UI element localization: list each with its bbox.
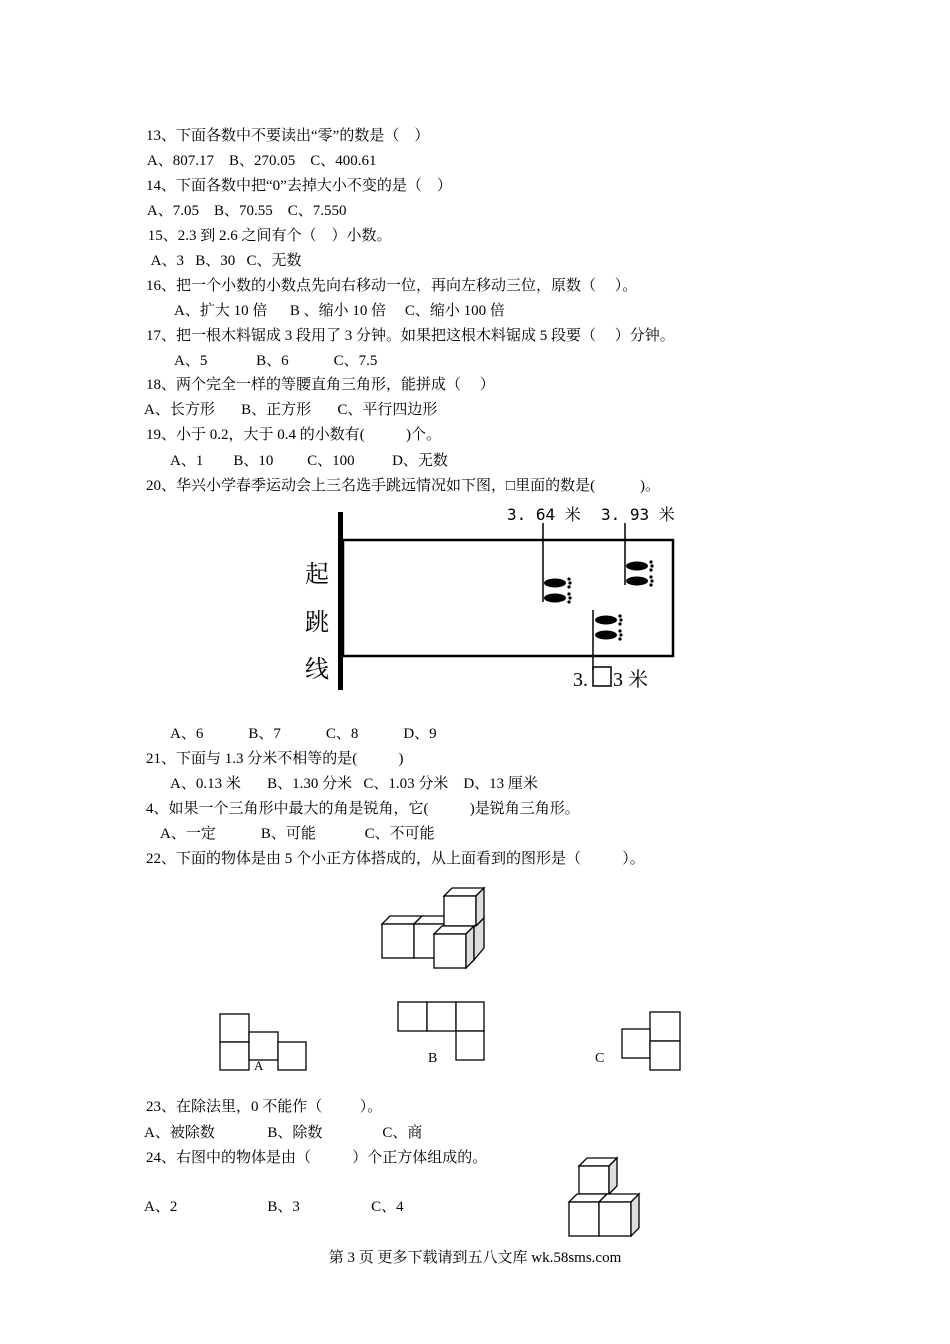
mark3-prefix: 3.	[573, 669, 588, 691]
q23-stem: 23、在除法里，0 不能作（ ）。	[146, 1099, 383, 1115]
mark3-suffix: 3 米	[613, 669, 648, 691]
q22-stem: 22、下面的物体是由 5 个小正方体搭成的，从上面看到的图形是（ ）。	[146, 851, 645, 867]
q20-options: A、6 B、7 C、8 D、9	[170, 726, 437, 742]
q13-stem: 13、下面各数中不要读出“零”的数是（ ）	[146, 128, 430, 144]
mark1-label: 3. 64 米	[507, 505, 581, 524]
q16-options: A、扩大 10 倍 B 、缩小 10 倍 C、缩小 100 倍	[174, 303, 505, 319]
start-label-3: 线	[305, 657, 329, 683]
q4-stem: 4、如果一个三角形中最大的角是锐角，它( )是锐角三角形。	[146, 801, 580, 817]
q18-options: A、长方形 B、正方形 C、平行四边形	[144, 402, 438, 418]
page-footer: 第 3 页 更多下载请到五八文库 wk.58sms.com	[328, 1250, 622, 1266]
q15-options: A、3 B、30 C、无数	[144, 253, 302, 269]
q4-options: A、一定 B、可能 C、不可能	[160, 826, 435, 842]
mark2-label: 3. 93 米	[601, 505, 675, 524]
q18-stem: 18、两个完全一样的等腰直角三角形，能拼成（ ）	[146, 377, 495, 393]
footprint-icon	[626, 560, 654, 586]
q16-stem: 16、把一个小数的小数点先向右移动一位，再向左移动三位，原数（ ）。	[146, 278, 638, 294]
q15-stem: 15、2.3 到 2.6 之间有个（ ）小数。	[144, 228, 392, 244]
option-c-label: C	[595, 1051, 605, 1066]
q17-options: A、5 B、6 C、7.5	[174, 353, 378, 369]
q19-stem: 19、小于 0.2，大于 0.4 的小数有( )个。	[146, 427, 441, 443]
q23-options: A、被除数 B、除数 C、商	[144, 1125, 423, 1141]
start-label-2: 跳	[305, 610, 329, 636]
three-cube-figure	[565, 1156, 647, 1240]
runway	[343, 540, 673, 656]
answer-box	[593, 667, 611, 686]
q24-stem: 24、右图中的物体是由（ ）个正方体组成的。	[146, 1150, 488, 1166]
long-jump-figure	[300, 500, 690, 700]
q17-stem: 17、把一根木料锯成 3 段用了 3 分钟。如果把这根木料锯成 5 段要（ ）分钟。	[146, 328, 675, 344]
q21-options: A、0.13 米 B、1.30 分米 C、1.03 分米 D、13 厘米	[170, 776, 538, 792]
footprint-icon	[544, 577, 572, 603]
option-a-label: A	[254, 1058, 264, 1073]
cube-object-figure	[378, 884, 493, 974]
q19-options: A、1 B、10 C、100 D、无数	[170, 453, 448, 469]
q14-stem: 14、下面各数中把“0”去掉大小不变的是（ ）	[146, 178, 452, 194]
option-b-label: B	[428, 1051, 438, 1066]
option-b-view	[396, 1000, 488, 1070]
option-c-view	[620, 1010, 684, 1072]
start-label-1: 起	[305, 562, 329, 588]
footprint-icon	[595, 614, 623, 640]
q24-options: A、2 B、3 C、4	[144, 1199, 404, 1215]
q13-options: A、807.17 B、270.05 C、400.61	[144, 153, 377, 169]
q21-stem: 21、下面与 1.3 分米不相等的是( )	[146, 751, 404, 767]
option-a-view	[218, 1012, 310, 1074]
q20-stem: 20、华兴小学春季运动会上三名选手跳远情况如下图，□里面的数是( )。	[146, 478, 661, 494]
q14-options: A、7.05 B、70.55 C、7.550	[144, 203, 347, 219]
